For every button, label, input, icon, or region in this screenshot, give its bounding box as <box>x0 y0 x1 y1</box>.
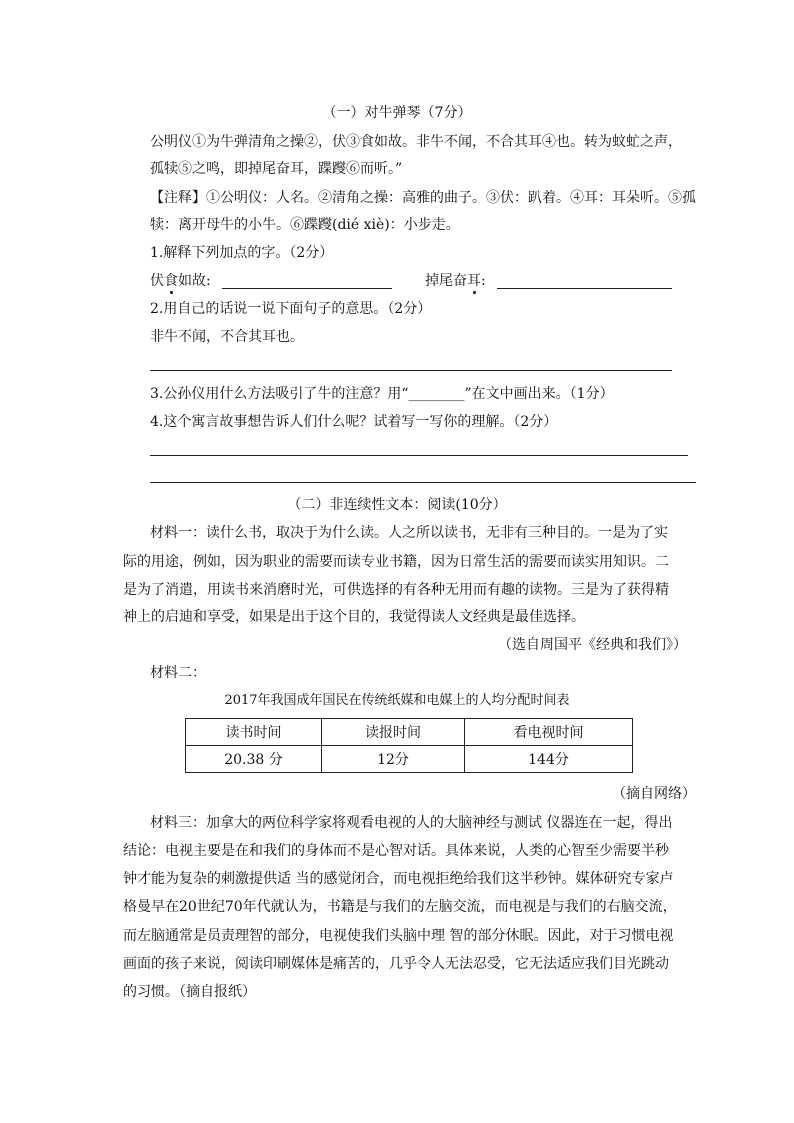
annotation-line-2: 犊：离开母牛的小牛。⑥蹀躞(dié xiè)：小步走。 <box>150 217 460 233</box>
q1-item-a <box>150 272 211 290</box>
material3-line-3: 钟才能为复杂的刺激提供适 当的感觉闭合，而电视拒绝给我们这半秒钟。媒体研究专家卢 <box>123 871 674 887</box>
table-value-row <box>186 746 633 773</box>
q4-answer-line-2[interactable] <box>150 482 696 483</box>
material2-label: 材料二： <box>150 665 206 681</box>
material3-line-6: 画面的孩子来说，阅读印刷媒体是痛苦的，几乎令人无法忍受，它无法适应我们目光跳动 <box>123 956 669 972</box>
table-value-cell: 144分 <box>465 746 633 773</box>
question-1: 1.解释下列加点的字。（2分） <box>150 245 334 261</box>
passage-line-1: 公明仪①为牛弹清角之操②，伏③食如故。非牛不闻，不合其耳④也。转为蚊虻之声， <box>150 134 682 150</box>
section2-title: （二）非连续性文本：阅读(10分） <box>287 497 507 513</box>
material2-source: （摘自网络） <box>612 786 696 802</box>
material3-line-4: 格曼早在20世纪70年代就认为，书籍是与我们的左脑交流，而电视是与我们的右脑交流， <box>123 899 677 915</box>
q1-item-b-answer-line[interactable] <box>497 288 672 289</box>
material1-line-4: 神上的启迪和享受，如果是出于这个目的，我觉得读人文经典是最佳选择。 <box>123 609 585 625</box>
passage-line-2: 孤犊⑤之鸣，即掉尾奋耳，蹀躞⑥而听。” <box>150 161 403 177</box>
table-value-cell: 20.38 分 <box>186 746 322 773</box>
material1-line-2: 际的用途，例如，因为职业的需要而读专业书籍，因为日常生活的需要而读实用知识。二 <box>123 554 669 570</box>
annotation-line-1: 【注释】①公明仪：人名。②清角之操：高雅的曲子。③伏：趴着。④耳：耳朵听。⑤孤 <box>150 190 696 206</box>
section1-title: （一）对牛弹琴（7分） <box>322 105 472 121</box>
q4-answer-line-1[interactable] <box>150 455 688 456</box>
question-2-sentence: 非牛不闻，不合其耳也。 <box>150 329 304 345</box>
table-value-cell: 12分 <box>322 746 465 773</box>
question-3: 3.公孙仪用什么方法吸引了牛的注意？用“________”在文中画出来。（1分） <box>150 386 614 402</box>
question-4: 4.这个寓言故事想告诉人们什么呢？试着写一写你的理解。（2分） <box>150 414 558 430</box>
q1-item-a-answer-line[interactable] <box>222 288 392 289</box>
material3-line-2: 结论：电视主要是在和我们的身体而不是心智对话。具体来说，人类的心智至少需要半秒 <box>123 843 669 859</box>
table-header-row <box>186 719 633 746</box>
table-header-cell: 读书时间 <box>186 719 322 746</box>
q1-item-b-post: : <box>481 273 486 289</box>
table-header-cell: 看电视时间 <box>465 719 633 746</box>
material1-line-3: 是为了消遣，用读书来消磨时光，可供选择的有各种无用而有趣的读物。三是为了获得精 <box>123 582 669 598</box>
question-2: 2.用自己的话说一说下面句子的意思。（2分） <box>150 301 432 317</box>
reading-time-table <box>185 718 633 773</box>
material3-line-1: 材料三：加拿大的两位科学家将观看电视的人的大脑神经与测试 仪器连在一起，得出 <box>150 815 673 831</box>
material1-source: （选自周国平《经典和我们》） <box>498 637 687 653</box>
q1-item-b <box>425 272 486 290</box>
q1-item-a-pre: 伏 <box>150 273 164 289</box>
table-title: 2017年我国成年国民在传统纸媒和电媒上的人均分配时间表 <box>224 693 570 708</box>
table-header-cell: 读报时间 <box>322 719 465 746</box>
material3-line-7: 的习惯。（摘自报纸） <box>123 984 256 1000</box>
q1-item-a-dotted-char: 食 <box>164 273 178 289</box>
q1-item-b-pre: 掉尾奋 <box>425 273 467 289</box>
q1-item-b-dotted-char: 耳 <box>467 273 481 289</box>
q1-item-a-post: 如故: <box>178 273 211 289</box>
q2-answer-line[interactable] <box>150 370 672 371</box>
material3-line-5: 而左脑通常是员责理智的部分，电视使我们头脑中理 智的部分休眠。因此，对于习惯电视 <box>123 928 674 944</box>
material1-line-1: 材料一：读什么书，取决于为什么读。人之所以读书，无非有三种目的。一是为了实 <box>150 525 668 541</box>
